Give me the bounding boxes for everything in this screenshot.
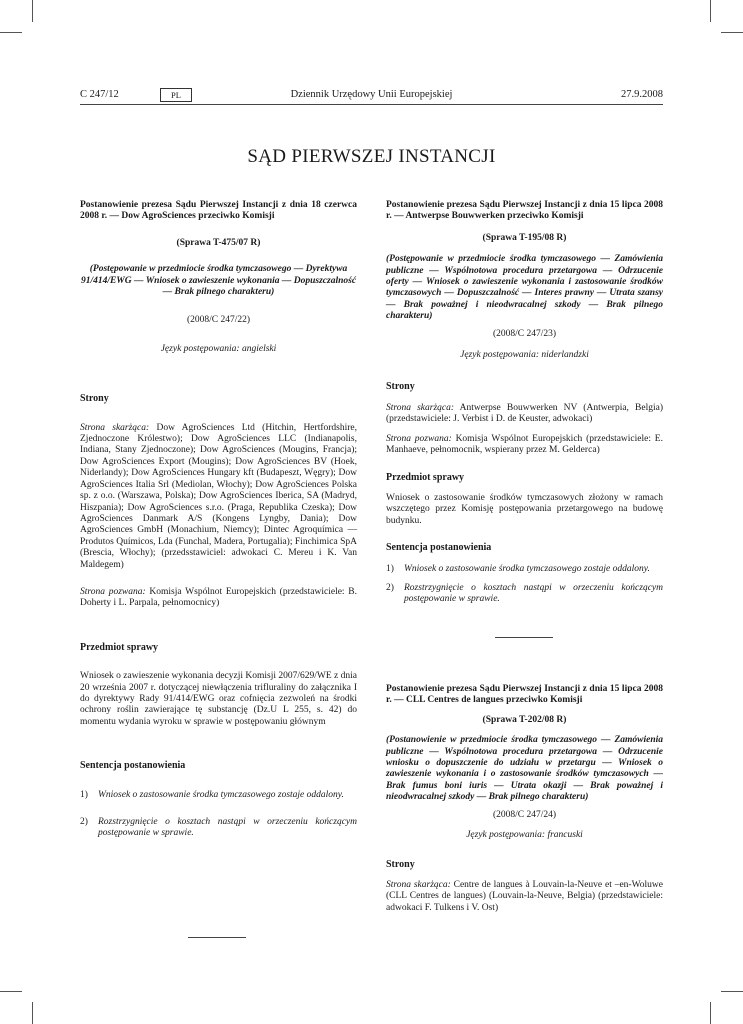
defendant-label: Strona pozwana: [80, 586, 146, 597]
subject-tags: (Postępowanie w przedmiocie środka tymczasowego — Dyrektywa 91/414/EWG — Wniosek o zawieszenie wykonania — Dopuszczalność — Brak pilnego charakteru) [80, 264, 357, 298]
subject-heading: Przedmiot sprawy [80, 641, 159, 653]
defendant-text: Komisja Wspólnot Europejskich (przedstawiciele: B. Doherty i L. Parpala, pełnomocnicy) [80, 586, 357, 609]
procedure-language: Język postępowania: francuski [466, 830, 583, 841]
page-reference: C 247/12 [80, 89, 119, 100]
header-rule [80, 104, 663, 105]
item-text: Wniosek o zastosowanie środka tymczasowego zostaje oddalony. [98, 789, 344, 800]
order-title: Postanowienie prezesa Sądu Pierwszej Instancji z dnia 15 lipca 2008 r. — Antwerpse Bouwwerken przeciwko Komisji [386, 200, 663, 222]
applicant-label: Strona skarżąca: [386, 879, 451, 890]
operative-item [386, 564, 663, 575]
subject-tags: (Postanowienie w przedmiocie środka tymczasowego — Zamówienia publiczne — Wspólnotowa procedura przetargowa — Odrzucenie wniosku o dopuszczenie do udziału w przetargu — Wniosek o zawieszenie wykonania i o zastosowanie środków tymczasowych — Brak fumus boni iuris — Utrata okazji — Brak poważnej i nieodwracalnej szkody — Brak pilnego charakteru) [386, 735, 663, 803]
page-header [80, 89, 663, 103]
publication-ref: (2008/C 247/24) [492, 809, 557, 820]
crop-mark-bottom-left-h [0, 991, 22, 992]
defendant-paragraph [80, 587, 357, 610]
journal-title: Dziennik Urzędowy Unii Europejskiej [290, 89, 453, 100]
applicant-paragraph [80, 423, 357, 571]
operative-heading: Sentencja postanowienia [386, 542, 492, 554]
applicant-paragraph [386, 880, 663, 914]
crop-mark-top-left-h [0, 32, 22, 33]
left-column [80, 200, 357, 840]
procedure-language: Język postępowania: niderlandzki [460, 350, 589, 361]
operative-item [80, 817, 357, 840]
defendant-text: Komisja Wspólnot Europejskich (przedstawiciele: E. Manhaeve, pełnomocnik, wspierany przez M. Gelderса) [386, 433, 663, 456]
language-box: PL [160, 88, 192, 102]
applicant-paragraph [386, 403, 663, 426]
court-title: SĄD PIERWSZEJ INSTANCJI [247, 146, 496, 167]
publication-ref: (2008/C 247/22) [186, 315, 251, 326]
operative-item [386, 583, 663, 606]
defendant-paragraph [386, 434, 663, 457]
item-number: 1) [386, 563, 394, 574]
crop-mark-bottom-right-h [721, 991, 743, 992]
applicant-text: Dow AgroSciences Ltd (Hitchin, Hertfordshire, Zjednoczone Królestwo); Dow AgroSciences LLC (Indianapolis, Indiana, Stany Zjednoczone); Dow AgroSciences (Mougins, Francja); Dow AgroSciences Export (Mougins); Dow AgroSciences BV (Hoek, Niderlandy); Dow AgroSciences Hungary kft (Budapeszt, Węgry); Dow AgroSciences Italia Srl (Mediolan, Włochy); Dow AgroSciences Polska sp. z o.o. (Warszawa, Polska); Dow AgroSciences Iberica, SA (Madryd, Hiszpania); Dow AgroSciences s.r.o. (Praga, Republika Czeska); Dow AgroSciences Danmark A/S (Kongens Lyngby, Dania); Dow AgroSciences GmbH (Monachium, Niemcy); Dintec Agroquímica — Produtos Químicos, Lda (Funchal, Madera, Portugalia); Finchimica SpA (Brescia, Włochy); (przedsstawiciel: adwokaci C. Mereu i K. Van Maldegem) [80, 422, 357, 570]
parties-heading: Strony [80, 393, 109, 405]
right-column-order-2 [386, 684, 663, 914]
item-text: Rozstrzygnięcie o kosztach nastąpi w orzeczeniu kończącym postępowanie w sprawie. [98, 817, 357, 839]
item-number: 1) [80, 789, 88, 800]
section-separator [188, 937, 246, 938]
procedure-language: Język postępowania: angielski [160, 343, 277, 354]
defendant-label: Strona pozwana: [386, 433, 452, 444]
crop-mark-top-left-v [32, 0, 33, 22]
crop-mark-top-right-v [710, 0, 711, 22]
publication-ref: (2008/C 247/23) [492, 328, 557, 339]
parties-heading: Strony [386, 859, 415, 871]
right-column-order-1 [386, 200, 663, 606]
crop-mark-bottom-left-v [32, 1002, 33, 1024]
applicant-label: Strona skarżąca: [386, 402, 455, 413]
applicant-text: Centre de langues à Louvain-la-Neuve et –en-Woluwe (CLL Centres de langues) (Louvain-la-Neuve, Belgia) (przedstawiciele: adwokaci F. Tulkens i V. Ost) [386, 879, 663, 913]
applicant-label: Strona skarżąca: [80, 422, 150, 433]
subject-text: Wniosek o zawieszenie wykonania decyzji Komisji 2007/629/WE z dnia 20 września 2007 r. dotyczącej niewłączenia trifluraliny do załącznika I do dyrektywy Rady 91/414/EWG oraz cofnięcia zezwoleń na środki ochrony roślin zawierające tę substancję (Dz.U L 255, s. 42) do momentu wydania wyroku w sprawie w postępowaniu głównym [80, 671, 358, 727]
item-text: Wniosek o zastosowanie środka tymczasowego zostaje oddalony. [404, 563, 650, 574]
subject-text: Wniosek o zastosowanie środków tymczasowych złożony w ramach wszczętego przez Komisję postępowania przetargowego na budowę budynku. [386, 492, 663, 526]
case-number: (Sprawa T-202/08 R) [482, 714, 567, 725]
item-number: 2) [386, 582, 394, 593]
applicant-text: Antwerpse Bouwwerken NV (Antwerpia, Belgia) (przedstawiciele: J. Verbist i D. de Keuster, adwokaci) [386, 402, 663, 425]
crop-mark-top-right-h [721, 32, 743, 33]
operative-heading: Sentencja postanowienia [80, 760, 186, 772]
item-text: Rozstrzygnięcie o kosztach nastąpi w orzeczeniu kończącym postępowanie w sprawie. [404, 582, 663, 605]
subject-heading: Przedmiot sprawy [386, 471, 465, 483]
section-separator [495, 637, 553, 638]
order-title: Postanowienie prezesa Sądu Pierwszej Instancji z dnia 15 lipca 2008 r. — CLL Centres de langues przeciwko Komisji [386, 684, 663, 706]
crop-mark-bottom-right-v [710, 1002, 711, 1024]
case-number: (Sprawa T-475/07 R) [176, 237, 261, 248]
case-number: (Sprawa T-195/08 R) [482, 232, 567, 243]
operative-item [80, 790, 357, 801]
parties-heading: Strony [386, 381, 415, 393]
item-number: 2) [80, 817, 88, 827]
subject-tags: (Postępowanie w przedmiocie środka tymczasowego — Zamówienia publiczne — Wspólnotowa procedura przetargowa — Odrzucenie oferty — Wniosek o zawieszenie wykonania i zastosowanie środków tymczasowych — Dopuszczalność — Interes prawny — Utrata szansy — Brak poważnej i nieodwracalnej szkody — Brak pilnego charakteru) [386, 254, 663, 322]
order-title: Postanowienie prezesa Sądu Pierwszej Instancji z dnia 18 czerwca 2008 r. — Dow AgroSciences przeciwko Komisji [80, 200, 357, 222]
issue-date: 27.9.2008 [621, 89, 663, 100]
